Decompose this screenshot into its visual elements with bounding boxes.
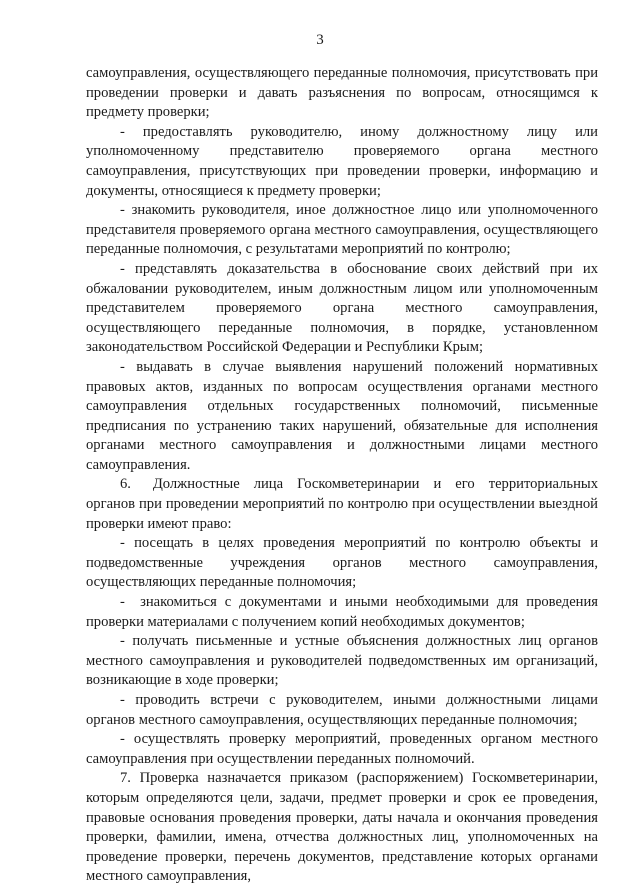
list-item-verify-measures: - осуществлять проверку мероприятий, проведенных органом местного самоуправления при осуществлении переданных полномочий.	[86, 731, 598, 767]
document-body	[86, 64, 598, 887]
list-item-present-evidence: - представлять доказательства в обоснование своих действий при их обжаловании руководителем, иным должностным лицом или уполномоченным представителем проверяемого органа местного самоуправления, осуществляющего переданные полномочия, в порядке, установленном законодательством Российской Федерации и Республики Крым;	[86, 260, 598, 356]
numbered-paragraph-6: 6. Должностные лица Госкомветеринарии и его территориальных органов при проведении мероприятий по контролю при осуществлении выездной проверки имеют право:	[86, 476, 598, 532]
page-number: 3	[316, 32, 324, 48]
list-item-visit-objects: - посещать в целях проведения мероприятий по контролю объекты и подведомственные учреждения органов местного самоуправления, осуществляющих переданные полномочия;	[86, 535, 598, 591]
list-item-review-documents: - знакомиться с документами и иными необходимыми для проведения проверки материалами с получением копий необходимых документов;	[86, 594, 598, 630]
list-item-provide-information: - предоставлять руководителю, иному должностному лицу или уполномоченному представителю проверяемого органа местного самоуправления, присутствующих при проведении проверки, информацию и документы, относящиеся к предмету проверки;	[86, 123, 598, 199]
list-item-familiarize-results: - знакомить руководителя, иное должностное лицо или уполномоченного представителя проверяемого органа местного самоуправления, осуществляющего переданные полномочия, с результатами мероприятий по контролю;	[86, 202, 598, 258]
list-item-obtain-explanations: - получать письменные и устные объяснения должностных лиц органов местного самоуправления и руководителей подведомственных им организаций, возникающие в ходе проверки;	[86, 633, 598, 689]
list-item-hold-meetings: - проводить встречи с руководителем, иными должностными лицами органов местного самоуправления, осуществляющих переданные полномочия;	[86, 692, 598, 728]
numbered-paragraph-7: 7. Проверка назначается приказом (распоряжением) Госкомветеринарии, которым определяются цели, задачи, предмет проверки и срок ее проведения, правовые основания проведения проверки, даты начала и окончания проведения проверки, фамилии, имена, отчества должностных лиц, уполномоченных на проведение проверки, перечень документов, представление которых органами местного самоуправления,	[86, 770, 598, 885]
list-item-issue-orders: - выдавать в случае выявления нарушений положений нормативных правовых актов, изданных по вопросам осуществления органами местного самоуправления отдельных государственных полномочий, письменные предписания по устранению таких нарушений, обязательные для исполнения органами местного самоуправления и должностными лицами местного самоуправления.	[86, 358, 598, 473]
paragraph-continuation: самоуправления, осуществляющего переданные полномочия, присутствовать при проведении проверки и давать разъяснения по вопросам, относящимся к предмету проверки;	[86, 65, 598, 121]
